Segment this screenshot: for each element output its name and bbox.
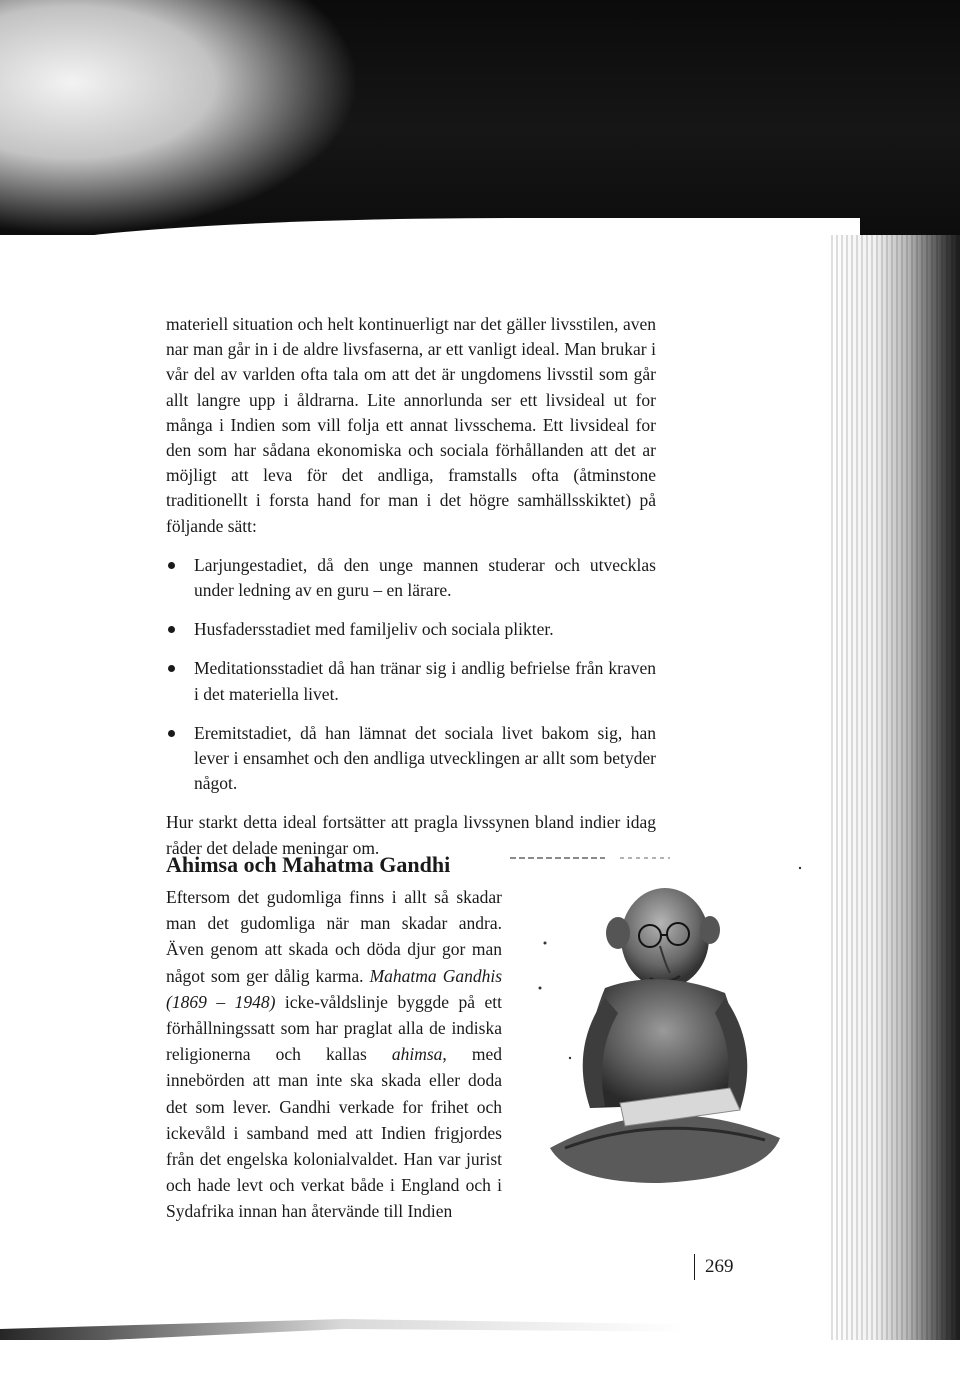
bottom-page-edge [0,1340,960,1377]
list-item: Larjungestadiet, då den unge mannen studerar och utvecklas under ledning av en guru – en lärare. [166,553,656,603]
book-spine-shadow [828,235,960,1377]
scan-glare [0,0,360,235]
bottom-scan-shadow [0,1305,860,1345]
bullet-icon [168,730,175,737]
paragraph-closing: Hur starkt detta ideal fortsätter att pragla livssynen bland indier idag råder det delade meningar om. [166,812,656,858]
gandhi-paragraph: Eftersom det gudomliga finns i allt så skadar man det gudomliga när man skadar andra. Även genom att skada och döda djur gor man något som ger dålig karma. Mahatma Gandhis (1869 – 1948) icke-våldslinje byggde på ett förhållningssatt som har praglat alla de indiska religionerna och kallas ahimsa, med innebörden att man inte ska skada eller doda det som lever. Gandhi verkade for frihet och ickevåld i samband med att Indien frigjordes från det engelska kolonialvaldet. Han var jurist och hade levt och verkat både i England och i Sydafrika innan han återvände till Indien [166,887,502,1222]
bullet-icon [168,665,175,672]
paragraph-intro: materiell situation och helt kontinuerligt nar det gäller livsstilen, aven nar man går in i de aldre livsfaserna, ar ett vanligt ideal. Man brukar i vår del av varlden ofta tala om att det är ungdomens livsstil som går allt langre upp i åldrarna. Lite annorlunda ser ett livsideal ut for många i Indien som vill folja ett annat livsschema. Ett livsideal for den som har sådana ekonomiska och sociala förhållanden att det ar möjligt att leva för det andliga, framstalls ofta (åtminstone traditionellt i forsta hand for man i det högre samhällsskiktet) på följande sätt: [166,314,656,536]
list-item: Meditationsstadiet då han tränar sig i andlig befrielse från kraven i det materiella livet. [166,656,656,706]
page-number: 269 [694,1254,734,1280]
list-item: Husfadersstadiet med familjeliv och sociala plikter. [166,617,656,642]
main-text-block [166,312,656,861]
bullet-icon [168,562,175,569]
life-stages-list [166,553,656,797]
section-heading: Ahimsa och Mahatma Gandhi [166,852,451,877]
bullet-icon [168,626,175,633]
list-item: Eremitstadiet, då han lämnat det sociala livet bakom sig, han lever i ensamhet och den andliga utvecklingen ar allt som betyder något. [166,721,656,797]
gandhi-photo [510,848,810,1208]
